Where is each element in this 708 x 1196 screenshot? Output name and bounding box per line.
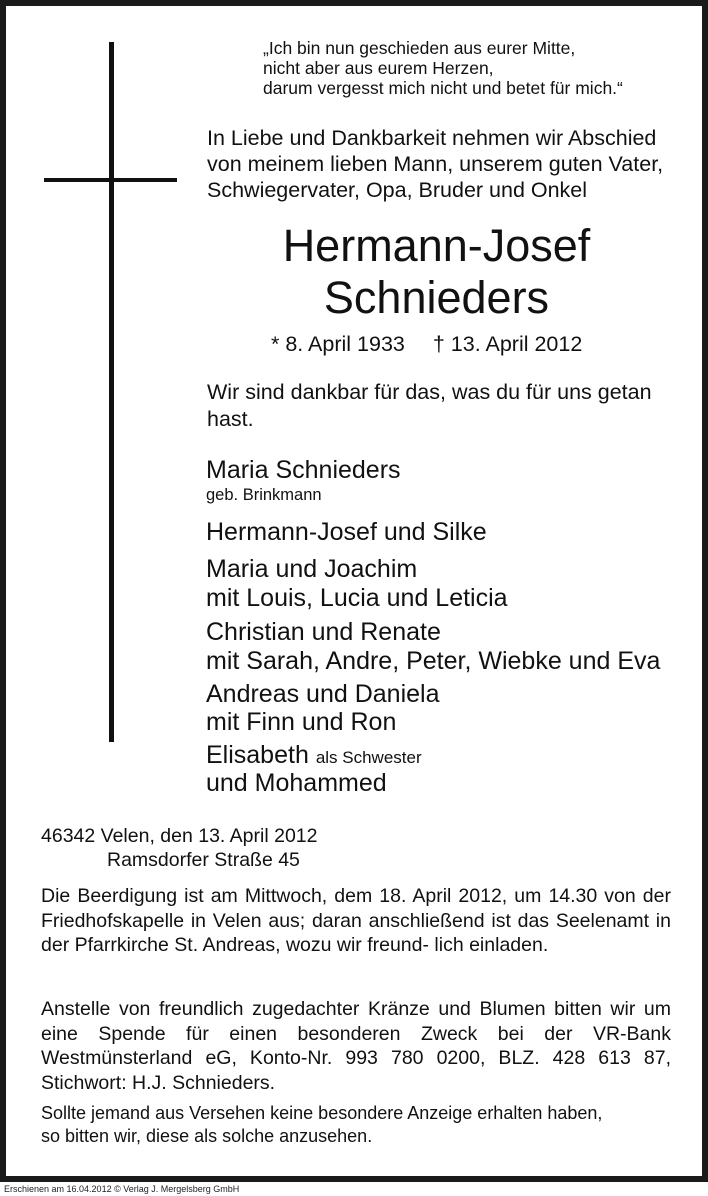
notice-line: Sollte jemand aus Versehen keine besondere Anzeige erhalten haben, (41, 1103, 603, 1123)
family-sister-name: Elisabeth (206, 741, 309, 769)
intro-text (207, 125, 663, 203)
street-address: Ramsdorfer Straße 45 (107, 849, 300, 871)
quote-line: „Ich bin nun geschieden aus eurer Mitte, (263, 38, 576, 58)
intro-line: von meinem lieben Mann, unserem guten Vater, (207, 152, 664, 176)
family-widow-note: geb. Brinkmann (206, 486, 322, 504)
thanks-line: Wir sind dankbar für das, was du für uns getan (207, 380, 652, 404)
notice-line: so bitten wir, diese als solche anzusehen. (41, 1126, 373, 1146)
thanks-text (207, 379, 652, 433)
notice-text (41, 1102, 602, 1148)
thanks-line: hast. (207, 407, 254, 431)
death-date: † 13. April 2012 (432, 332, 583, 356)
quote (263, 38, 623, 98)
birth-date: * 8. April 1933 (271, 332, 405, 356)
family-line: Maria und Joachim (206, 555, 418, 583)
quote-line: darum vergesst mich nicht und betet für mich.“ (263, 78, 623, 98)
family-line: mit Sarah, Andre, Peter, Wiebke und Eva (206, 647, 661, 675)
intro-line: In Liebe und Dankbarkeit nehmen wir Abschied (207, 126, 657, 150)
family-line (206, 741, 422, 772)
place-date: 46342 Velen, den 13. April 2012 (41, 825, 318, 847)
cross-vertical-bar (109, 42, 114, 742)
deceased-last-name: Schnieders (323, 272, 550, 323)
deceased-first-name: Hermann-Josef (282, 220, 591, 271)
cross-horizontal-bar (44, 178, 177, 182)
publication-footer: Erschienen am 16.04.2012 © Verlag J. Mergelsberg GmbH (4, 1184, 240, 1194)
family-widow: Maria Schnieders (206, 456, 401, 484)
intro-line: Schwiegervater, Opa, Bruder und Onkel (207, 178, 588, 202)
family-line: und Mohammed (206, 769, 387, 797)
quote-line: nicht aber aus eurem Herzen, (263, 58, 494, 78)
family-line: Christian und Renate (206, 618, 441, 646)
life-dates (271, 330, 582, 358)
family-line: Hermann-Josef und Silke (206, 518, 487, 546)
family-line: mit Louis, Lucia und Leticia (206, 584, 508, 612)
donation-info: Anstelle von freundlich zugedachter Kränze und Blumen bitten wir um eine Spende für einen besonderen Zweck bei der VR-Bank Westmünsterland eG, Konto-Nr. 993 780 0200, BLZ. 428 613 87, Stichwort: H.J. Schnieders. (41, 998, 671, 1094)
family-sister-note: als Schwester (315, 748, 422, 767)
family-line: mit Finn und Ron (206, 708, 397, 736)
family-line: Andreas und Daniela (206, 680, 440, 708)
funeral-info: Die Beerdigung ist am Mittwoch, dem 18. April 2012, um 14.30 von der Friedhofskapelle in Velen aus; daran anschließend ist das Seelenamt in der Pfarrkirche St. Andreas, wozu wir freund- lich einladen. (41, 885, 671, 956)
